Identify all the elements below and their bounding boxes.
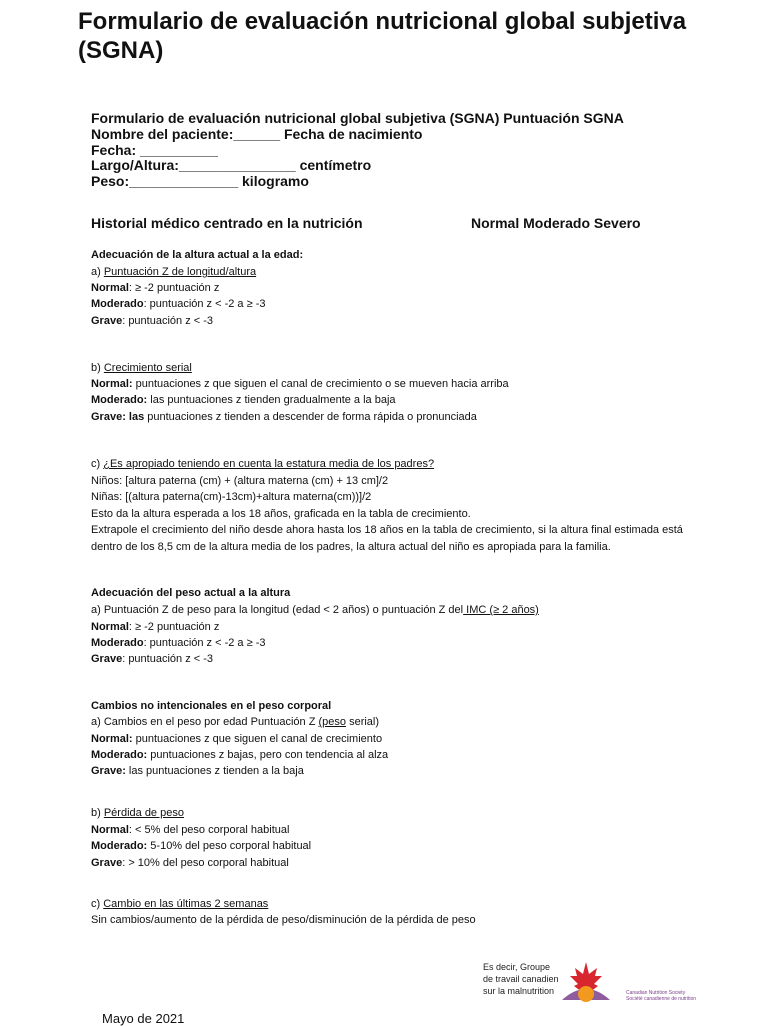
link-z-score-height[interactable]: Puntuación Z de longitud/altura xyxy=(103,266,257,278)
severe-label: Grave xyxy=(91,653,123,665)
severity-scale: Normal Moderado Severo xyxy=(471,215,641,231)
date-line: Fecha: __________ xyxy=(91,142,218,158)
severe-text: : > 10% del peso corporal habitual xyxy=(122,857,289,869)
form-header: Formulario de evaluación nutricional global subjetiva (SGNA) Puntuación SGNA xyxy=(91,110,624,126)
severe-text: las puntuaciones z tienden a la baja xyxy=(125,765,304,777)
extrapolate-note-2: dentro de los 8,5 cm de la altura media de los padres, la altura actual del niño es apropiada para la familia. xyxy=(91,541,611,553)
severe-label: Grave xyxy=(91,315,123,327)
item-3c-text: Sin cambios/aumento de la pérdida de peso/disminución de la pérdida de peso xyxy=(91,914,476,926)
maple-leaf-logo-icon xyxy=(560,956,700,1006)
item-prefix: c) xyxy=(91,898,101,910)
item-2a-text: a) Puntuación Z de peso para la longitud (edad < 2 años) o puntuación Z del xyxy=(91,604,464,616)
item-prefix: b) xyxy=(91,362,101,374)
footer-date: Mayo de 2021 xyxy=(102,1011,185,1026)
item-3a xyxy=(91,715,379,729)
svg-text:Canadian Nutrition Society: Canadian Nutrition Society xyxy=(626,990,686,996)
item-1b xyxy=(91,361,192,375)
expected-height-note: Esto da la altura esperada a los 18 años, graficada en la tabla de crecimiento. xyxy=(91,508,471,520)
severe-label: Grave xyxy=(91,857,123,869)
item-1b-severe xyxy=(91,410,477,424)
boys-formula: Niños: [altura paterna (cm) + (altura materna (cm) + 13 cm]/2 xyxy=(91,475,389,487)
moderate-label: Moderado: xyxy=(91,840,148,852)
item-prefix: a) xyxy=(91,716,101,728)
item-1a-moderate xyxy=(91,297,265,311)
normal-label: Normal xyxy=(91,824,129,836)
normal-label: Normal: xyxy=(91,378,133,390)
moderate-label: Moderado xyxy=(91,298,144,310)
moderate-text: puntuaciones z bajas, pero con tendencia al alza xyxy=(147,749,389,761)
item-3a-text: Cambios en el peso por edad Puntuación Z xyxy=(103,716,319,728)
moderate-label: Moderado xyxy=(91,637,144,649)
normal-text: : < 5% del peso corporal habitual xyxy=(128,824,290,836)
severe-label: Grave: las xyxy=(91,411,145,423)
link-serial-growth[interactable]: Crecimiento serial xyxy=(103,362,192,374)
severe-text: puntuaciones z tienden a descender de forma rápida o pronunciada xyxy=(144,411,477,423)
section-height-heading: Adecuación de la altura actual a la edad: xyxy=(91,249,304,261)
item-3a-severe xyxy=(91,764,304,778)
moderate-text: las puntuaciones z tienden gradualmente a la baja xyxy=(147,394,396,406)
weight-line: Peso:______________ kilogramo xyxy=(91,173,309,189)
item-3a-moderate xyxy=(91,748,388,762)
history-heading: Historial médico centrado en la nutrición xyxy=(91,215,363,231)
extrapolate-note-1: Extrapole el crecimiento del niño desde ahora hasta los 18 años en la tabla de crecimiento, si la altura final estimada está xyxy=(91,524,683,536)
normal-text: puntuaciones z que siguen el canal de crecimiento xyxy=(132,733,383,745)
item-prefix: c) xyxy=(91,458,101,470)
item-3a-text-2: serial) xyxy=(346,716,380,728)
moderate-text: : puntuación z < -2 a ≥ -3 xyxy=(143,637,266,649)
item-2a-moderate xyxy=(91,636,265,650)
item-3b-normal xyxy=(91,823,289,837)
normal-label: Normal xyxy=(91,282,129,294)
normal-text: : ≥ -2 puntuación z xyxy=(128,282,220,294)
item-prefix: b) xyxy=(91,807,101,819)
item-1a-normal xyxy=(91,281,219,295)
item-1b-moderate xyxy=(91,393,396,407)
item-2a-severe xyxy=(91,652,213,666)
cns-logo xyxy=(560,956,700,1011)
moderate-label: Moderado: xyxy=(91,749,148,761)
moderate-text: 5-10% del peso corporal habitual xyxy=(147,840,312,852)
item-1c xyxy=(91,457,434,471)
item-1b-normal xyxy=(91,377,509,391)
section-weight-height-heading: Adecuación del peso actual a la altura xyxy=(91,587,291,599)
link-bmi[interactable]: IMC (≥ 2 años) xyxy=(463,604,539,616)
item-2a-normal xyxy=(91,620,219,634)
normal-label: Normal: xyxy=(91,733,133,745)
severe-label: Grave: xyxy=(91,765,126,777)
footer-note: Es decir, Groupe de travail canadien sur la malnutrition xyxy=(483,962,559,996)
item-3b xyxy=(91,806,184,820)
item-1a xyxy=(91,265,256,279)
height-line: Largo/Altura:_______________ centímetro xyxy=(91,157,372,173)
page-title: Formulario de evaluación nutricional global subjetiva (SGNA) xyxy=(78,8,687,64)
section-weight-change-heading: Cambios no intencionales en el peso corporal xyxy=(91,700,332,712)
item-3c xyxy=(91,897,268,911)
link-serial-weight[interactable]: (peso xyxy=(318,716,347,728)
severe-text: : puntuación z < -3 xyxy=(122,653,214,665)
link-parental-height[interactable]: ¿Es apropiado teniendo en cuenta la estatura media de los padres? xyxy=(103,458,435,470)
moderate-label: Moderado: xyxy=(91,394,148,406)
item-3b-severe xyxy=(91,856,289,870)
link-weight-loss[interactable]: Pérdida de peso xyxy=(103,807,184,819)
item-3b-moderate xyxy=(91,839,311,853)
girls-formula: Niñas: [(altura paterna(cm)-13cm)+altura materna(cm))]/2 xyxy=(91,491,372,503)
patient-name-line: Nombre del paciente:______ Fecha de nacimiento xyxy=(91,126,423,142)
item-1a-severe xyxy=(91,314,213,328)
normal-label: Normal xyxy=(91,621,129,633)
severe-text: : puntuación z < -3 xyxy=(122,315,214,327)
item-prefix: a) xyxy=(91,266,101,278)
svg-text:Société canadienne de nutritio: Société canadienne de nutrition xyxy=(626,996,697,1002)
normal-text: : ≥ -2 puntuación z xyxy=(128,621,220,633)
link-last-2-weeks[interactable]: Cambio en las últimas 2 semanas xyxy=(103,898,269,910)
normal-text: puntuaciones z que siguen el canal de crecimiento o se mueven hacia arriba xyxy=(132,378,509,390)
item-2a xyxy=(91,603,539,617)
item-3a-normal xyxy=(91,732,382,746)
moderate-text: : puntuación z < -2 a ≥ -3 xyxy=(143,298,266,310)
